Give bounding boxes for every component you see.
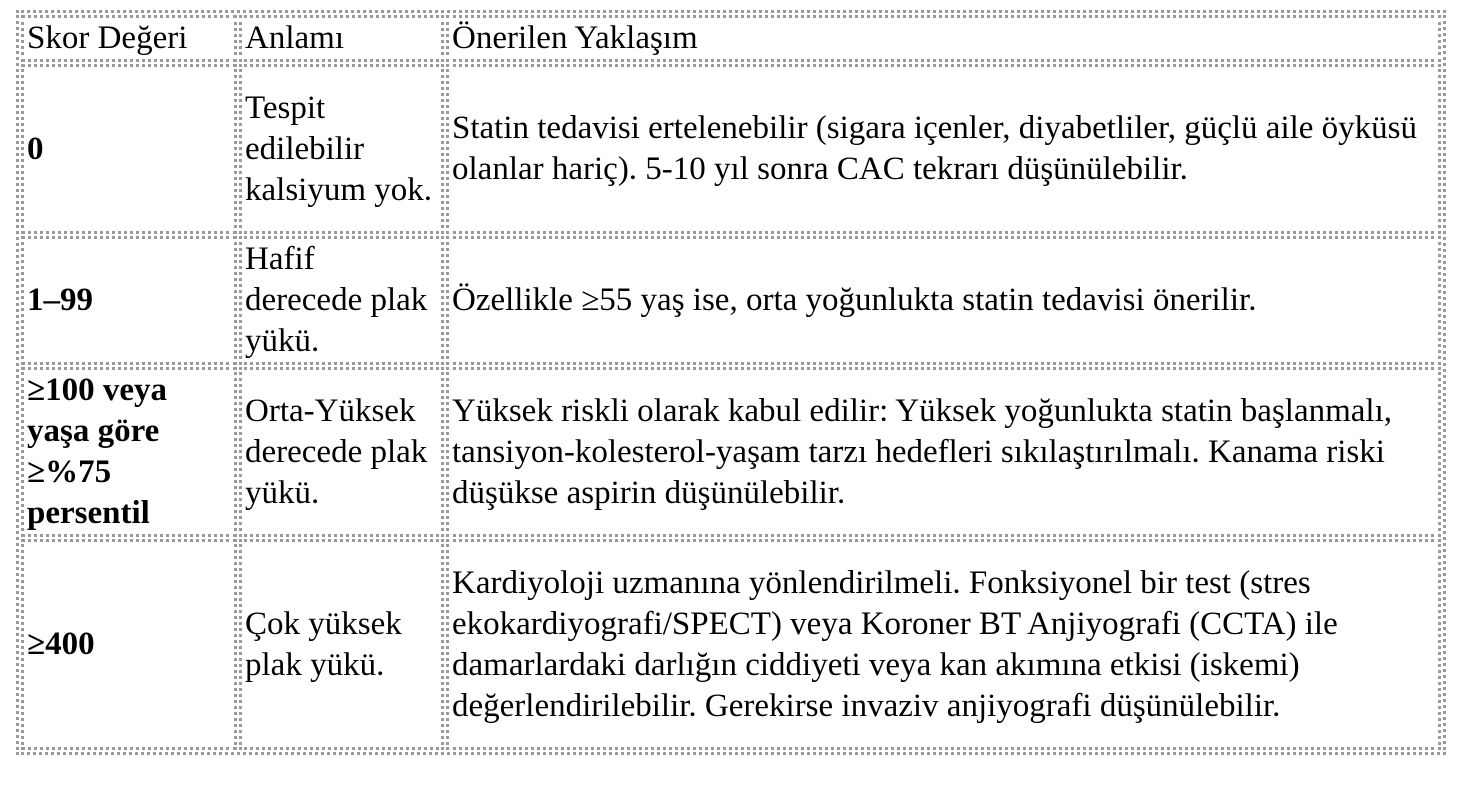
- approach-cell: Kardiyoloji uzmanına yönlendirilmeli. Fonksiyonel bir test (stres ekokardiyografi/SPECT) veya Koroner BT Anjiyografi (CCTA) ile damarlardaki darlığın ciddiyeti veya kan akımına etkisi (iskemi) değerlendirilebilir. Gerekirse invaziv anjiyografi düşünülebilir.: [446, 539, 1441, 750]
- meaning-cell: Çok yüksek plak yükü.: [239, 539, 444, 750]
- table-header-row: [21, 15, 1441, 62]
- approach-cell: Yüksek riskli olarak kabul edilir: Yüksek yoğunlukta statin başlanmalı, tansiyon-kolesterol-yaşam tarzı hedefleri sıkılaştırılmalı. Kanama riski düşükse aspirin düşünülebilir.: [446, 367, 1441, 537]
- meaning-cell: Tespit edilebilir kalsiyum yok.: [239, 64, 444, 234]
- score-cell: 1–99: [21, 236, 237, 365]
- score-cell: ≥400: [21, 539, 237, 750]
- table-row: [21, 236, 1441, 365]
- table-row: [21, 539, 1441, 750]
- header-meaning: Anlamı: [239, 15, 444, 62]
- meaning-cell: Orta-Yüksek derecede plak yükü.: [239, 367, 444, 537]
- header-score: Skor Değeri: [21, 15, 237, 62]
- table-row: [21, 367, 1441, 537]
- header-approach: Önerilen Yaklaşım: [446, 15, 1441, 62]
- score-cell: ≥100 veya yaşa göre ≥%75 persentil: [21, 367, 237, 537]
- table-row: [21, 64, 1441, 234]
- approach-cell: Statin tedavisi ertelenebilir (sigara içenler, diyabetliler, güçlü aile öyküsü olanlar hariç). 5-10 yıl sonra CAC tekrarı düşünülebilir.: [446, 64, 1441, 234]
- approach-cell: Özellikle ≥55 yaş ise, orta yoğunlukta statin tedavisi önerilir.: [446, 236, 1441, 365]
- meaning-cell: Hafif derecede plak yükü.: [239, 236, 444, 365]
- score-cell: 0: [21, 64, 237, 234]
- cac-score-table: [16, 10, 1446, 755]
